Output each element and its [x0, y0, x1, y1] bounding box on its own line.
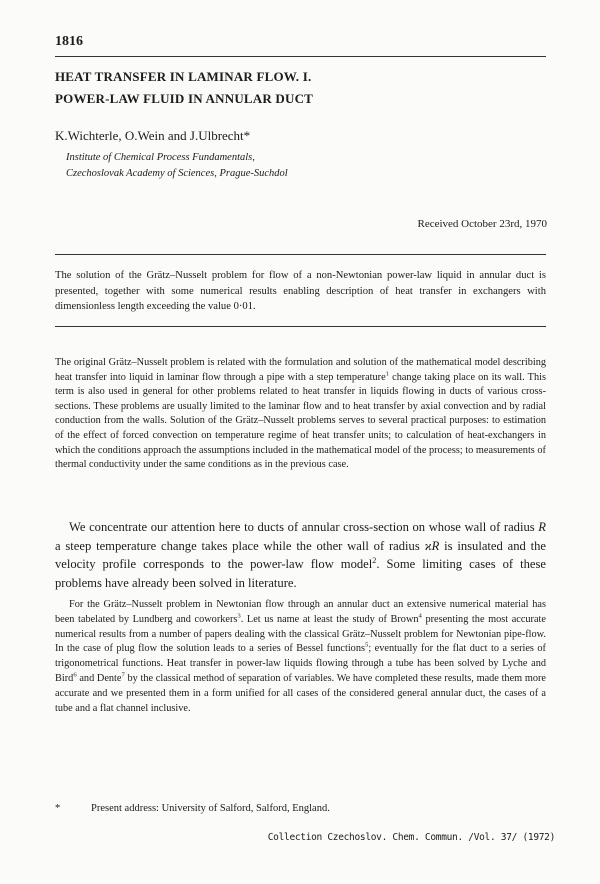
title-line-1: HEAT TRANSFER IN LAMINAR FLOW. I. [55, 69, 312, 84]
footnote [55, 803, 330, 814]
citation-ref: 7 [121, 671, 125, 679]
journal-footer: Collection Czechoslov. Chem. Commun. /Vol. 37/ (1972) [267, 832, 555, 843]
math-symbol: R [538, 520, 546, 534]
abstract-bottom-rule [55, 326, 546, 327]
body-paragraph-3: For the Grätz–Nusselt problem in Newtonian flow through an annular duct an extensive numerical material has been tabelated by Lundberg and coworkers$^3$. Let us name at least the study of Brown$^4$ presenting the most accurate numerical results from a number of papers dealing with the classical Grätz–Nusselt problem for Newtonian pipe-flow. In the case of plug flow the solution leads to a series of Bessel functions$^5$; eventually for the flat duct to a series of trigonometrical functions. Heat transfer in power-law liquids flowing through a tube has been solved by Lyche and Bird$^6$ and Dente$^7$ by the classical method of separation of variables. We have completed these results, made them more accurate and we presented them in a form unified for all cases of the considered general annular duct, the cases of a tube and a flat channel inclusive. [55, 599, 547, 714]
body-paragraph-1: The original Grätz–Nusselt problem is related with the formulation and solution of the mathematical model describing heat transfer into liquid in laminar flow through a pipe with a step temperature$^1$ change taking place on its wall. This term is also used in general for other problems related to heat transfer in liquids flowing in ducts of various cross-sections. These problems are usually limited to the laminar flow and to heat transfer by axial convection and by radial conduction from the walls. Solution of the Grätz–Nusselt problems serves to several practical purposes: to estimation of the effect of forced convection on temperature regime of heat transfer units; to calculation of heat-exchangers in which the conditions approach the assumptions included in the mathematical model of the process; to measurements of thermal conductivity under the same conditions as in the previous case. [55, 357, 546, 471]
title-line-2: POWER-LAW FLUID IN ANNULAR DUCT [55, 91, 314, 106]
abstract: The solution of the Grätz–Nusselt problem for flow of a non-Newtonian power-law liquid in annular duct is presented, together with some numerical results enabling description of heat transfer in exchangers with dimensionless length exceeding the value 0·01. [55, 270, 546, 312]
citation-ref: 3 [237, 612, 241, 620]
citation-ref: 4 [418, 612, 422, 620]
math-symbol: ϰR [424, 538, 440, 553]
citation-ref: 6 [73, 671, 77, 679]
abstract-top-rule [55, 254, 546, 255]
body-paragraph-2: We concentrate our attention here to ducts of annular cross-section on whose wall of radius R a steep temperature change takes place while the other wall of radius ϰR is insulated and the velocity profile corresponds to the power-law flow model$^2$. Some limiting cases of these problems have already been solved in literature. [55, 520, 546, 590]
affiliation-line-2: Czechoslovak Academy of Sciences, Prague-Suchdol [66, 168, 288, 179]
citation-ref: 1 [385, 370, 389, 378]
header-rule [55, 56, 546, 57]
page-number: 1816 [55, 34, 83, 49]
citation-ref: 2 [372, 555, 377, 565]
affiliation-line-1: Institute of Chemical Process Fundamentals, [66, 152, 255, 163]
paper-title [55, 66, 313, 110]
authors: K.Wichterle, O.Wein and J.Ulbrecht* [55, 128, 251, 143]
affiliation [66, 150, 288, 182]
footnote-text: Present address: University of Salford, Salford, England. [91, 803, 330, 814]
footnote-mark: * [55, 803, 61, 814]
received-date: Received October 23rd, 1970 [417, 218, 547, 230]
citation-ref: 5 [365, 641, 369, 649]
